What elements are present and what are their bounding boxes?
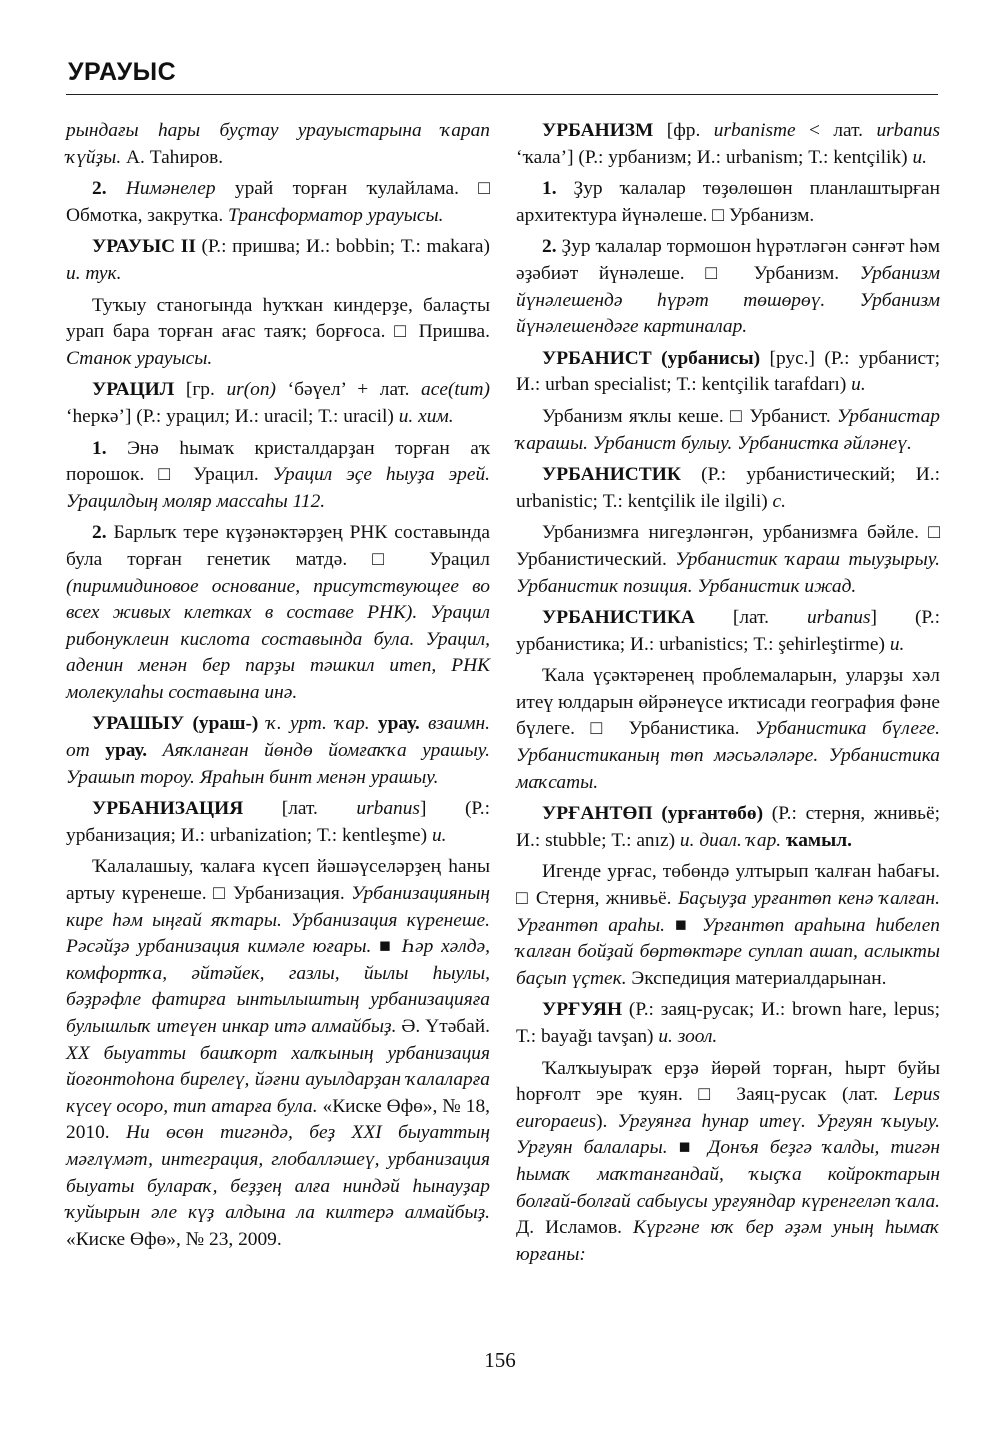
- text-segment: и.: [907, 146, 927, 168]
- text-segment: Ҙур ҡалалар төҙөлөшөн планлаштырған архитектура йүнәлеше. □ Урбанизм.: [516, 178, 940, 226]
- text-segment: и.: [884, 633, 905, 655]
- text-segment: Д. Исламов.: [516, 1217, 622, 1239]
- text-segment: взаимн. от: [66, 713, 490, 762]
- text-segment: urbanus: [863, 120, 941, 141]
- text-segment: «Киске Өфө», № 23, 2009.: [66, 1228, 282, 1250]
- dictionary-paragraph: [66, 176, 490, 229]
- text-segment: (Р.: пришва; И.: bobbin; Т.: makara): [195, 236, 490, 258]
- text-segment: Игенде урғас, төбөндә ултырып ҡалған һабағы. □ Стерня, жнивьё.: [516, 861, 940, 910]
- text-segment: и. тук.: [66, 262, 122, 284]
- text-segment: ] (Р.: урбанистика; И.: urbanistics; Т.: şehirleştirme): [516, 607, 940, 655]
- text-segment: Урғантөп араһына һибелеп ҡалған бойҙай бөртөктәре суплап ашап, аслыкты баҫып үҫтек.: [516, 914, 940, 989]
- dictionary-paragraph: [516, 801, 940, 854]
- headword: УРАШЫУ (ураш-): [92, 713, 259, 735]
- text-segment: [гр.: [174, 379, 215, 401]
- dictionary-paragraph: [66, 234, 490, 287]
- text-segment: ace(tum): [409, 379, 490, 401]
- dictionary-paragraph: [66, 854, 490, 1253]
- text-segment: ■: [665, 914, 692, 936]
- right-column: [516, 118, 940, 1273]
- text-segment: А. Таһиров.: [121, 146, 224, 168]
- dictionary-paragraph: [516, 997, 940, 1050]
- text-segment: [фр.: [653, 120, 701, 141]
- text-segment: Һәр хәлдә, комфортҡа, әйтәйек, газлы, йылы һыулы, бәҙрәфле фатирға ынтылыштың урбанизацияға булышлыҡ итеүен инкар итә алмайбыҙ.: [66, 936, 490, 1037]
- text-segment: 1.: [542, 178, 557, 200]
- headword: УРБАНИСТИК: [542, 464, 681, 486]
- text-segment: < лат.: [795, 120, 864, 141]
- text-segment: и.: [846, 374, 866, 396]
- dictionary-paragraph: [516, 520, 940, 600]
- text-segment: (пиримидиновое основание, присутствующее во всех живых клетках в составе РНК). Урацил рибонуклеин кислота составында була. Урацил, аденин менән бер парҙы тәшкил итеп, РНК молекулаһы составына инә.: [66, 575, 490, 703]
- dictionary-paragraph: [66, 293, 490, 373]
- text-segment: 2.: [92, 522, 107, 544]
- text-segment: Урбанизм яҡлы кеше. □ Урбанист.: [542, 405, 831, 427]
- text-segment: Урбанизмға нигеҙләнгән, урбанизмға бәйле. □ Урбанистический.: [516, 522, 940, 570]
- text-segment: Урбанизм йүнәлешендә һүрәт төшөрөү. Урбанизм йүнәлешендәге картиналар.: [516, 262, 940, 338]
- dictionary-paragraph: [516, 346, 940, 399]
- text-segment: Аяҡланған йөндө йомғаҡҡа урашыу. Урашып тороу. Яраһын бинт менән урашыу.: [66, 740, 490, 788]
- dictionary-paragraph: [516, 462, 940, 515]
- text-segment: ■: [667, 1137, 697, 1159]
- dictionary-paragraph: [66, 520, 490, 706]
- text-segment: Экспедиция материалдарынан.: [626, 967, 887, 989]
- text-segment: ‘бәүел’ + лат.: [276, 379, 410, 401]
- text-segment: Lepus europaeus: [516, 1084, 940, 1132]
- text-segment: ] (Р.: урбанизация; И.: urbanization; Т.: kentleşme): [66, 798, 491, 846]
- text-segment: и. хим.: [393, 405, 454, 427]
- text-segment: Баҫыуҙа урғантөп кенә ҡалған. Урғантөп араһы.: [516, 888, 940, 936]
- text-segment: ‘ҡала’] (Р.: урбанизм; И.: urbanism; Т.: kentçilik): [516, 146, 908, 168]
- text-segment: Ҡалалашыу, ҡалаға күсеп йәшәүселәрҙең һаны артыу күренеше. □ Урбанизация.: [66, 856, 490, 905]
- text-segment: Туҡыу станогында һуҡҡан киндерҙе, балаҫты урап бара торған ағас таяҡ; борғоса. □ Пришва.: [66, 294, 490, 343]
- dictionary-paragraph: [516, 176, 940, 229]
- text-segment: Трансформатор урауысы.: [223, 204, 444, 226]
- text-segment: Донъя беҙгә ҡалды, тигән һымаҡ маҡтанғандай, ҡыҫҡа койроктарын болғай-болғай сабыусы урғуяндар күренгеләп ҡала.: [516, 1137, 940, 1212]
- dictionary-paragraph: [66, 118, 490, 171]
- text-segment: Урбанистик ҡараш тыуҙырыу. Урбанистик позиция. Урбанистик ижад.: [516, 548, 940, 597]
- dictionary-paragraph: [516, 1056, 940, 1269]
- page-number: 156: [484, 1348, 516, 1372]
- dictionary-paragraph: [66, 377, 490, 430]
- left-column: [66, 118, 490, 1258]
- header-rule: [66, 94, 938, 95]
- text-segment: Ҙур ҡалалар тормошон һүрәтләгән сәнғәт һәм әҙәбиәт йүнәлеше. □ Урбанизм.: [516, 236, 940, 284]
- text-segment: урай торған ҡулайлама. □ Обмотка, закрутка.: [66, 178, 490, 226]
- text-segment: Энә һымаҡ кристалдарҙан торған аҡ порошок. □ Урацил.: [66, 437, 490, 486]
- text-segment: с.: [767, 490, 787, 512]
- dictionary-paragraph: [516, 859, 940, 992]
- text-segment: ).: [596, 1110, 608, 1132]
- text-segment: ur(on): [214, 379, 276, 401]
- dictionary-paragraph: [516, 404, 940, 457]
- dictionary-paragraph: [66, 436, 490, 516]
- text-segment: (Р.: заяц-русак; И.: brown hare, lepus; Т.: bayağı tavşan): [516, 999, 940, 1047]
- text-segment: urbanisme: [700, 120, 796, 141]
- headword: УРАЦИЛ: [92, 379, 175, 401]
- text-segment: Ә. Үтәбай.: [396, 1016, 490, 1037]
- text-segment: Урацил эҫе һыуҙа эрей. Урацилдың моляр массаһы 112.: [66, 464, 490, 512]
- text-segment: Барлыҡ тере күҙәнәктәрҙең РНК составында була торған генетик матдә. □ Урацил: [66, 522, 490, 570]
- text-segment: Урбанистика бүлеге. Урбанистиканың төп мәсьәләләре. Урбанистика маҡсаты.: [516, 718, 941, 793]
- dictionary-paragraph: [516, 605, 940, 658]
- text-segment: и. диал. ҡар.: [675, 829, 782, 851]
- text-segment: [рус.] (Р.: урбанист; И.: urban specialist; Т.: kentçilik tarafdarı): [516, 347, 941, 396]
- text-segment: рындағы һары буҫтау урауыстарына ҡарап ҡүйҙы.: [66, 120, 490, 168]
- text-segment: urbanus: [317, 798, 420, 820]
- text-segment: Нимәнелер: [106, 178, 216, 200]
- text-segment: «Киске Өфө», № 18, 2010.: [66, 1095, 491, 1144]
- headword: УРБАНИЗМ: [542, 120, 654, 141]
- text-segment: [лат.: [694, 607, 769, 629]
- text-segment: Урғуянға һунар итеү. Урғуян ҡыуыу. Урғуян балалары.: [516, 1110, 940, 1159]
- text-segment: Станок урауысы.: [66, 347, 213, 369]
- text-segment: XX быуатты башҡорт халҡының урбанизация йоғонтоһона бирелеү, йәғни ауылдарҙан ҡалаларға күсеү осоро, тип атарға була.: [66, 1042, 490, 1117]
- text-segment: Ҡала үҫәктәренең проблемаларын, уларҙы хәл итеү юлдарын өйрәнеүсе иҡтисади география фәне бүлеге. □ Урбанистика.: [516, 665, 940, 740]
- text-segment: и. зоол.: [653, 1026, 718, 1047]
- text-segment: Ҡалҡыуыраҡ ерҙә йөрөй торған, һырт буйы һорғолт эре ҡуян. □ Заяц-русак (лат.: [516, 1057, 940, 1106]
- text-segment: ҡ. урт. ҡар.: [258, 713, 370, 735]
- text-segment: Ни өсөн тигәндә, беҙ XXI быуаттың мәғлүмәт, интеграция, глобалләшеү, урбанизация быуаты булараҡ, беҙҙең алға ниндәй һынауҙар ҡуйырын әле күҙ алдына ла килтерә алмайбыҙ.: [66, 1122, 490, 1224]
- dictionary-paragraph: [516, 234, 940, 340]
- text-segment: Урбанистар ҡарашы. Урбанист булыу. Урбанистка әйләнеү.: [516, 405, 940, 454]
- text-segment: (Р.: урбанистический; И.: urbanistic; Т.: kentçilik ile ilgili): [516, 464, 940, 512]
- dictionary-paragraph: [66, 711, 490, 791]
- headword: УРҒАНТӨП (урғантөбө): [542, 803, 764, 825]
- text-segment: Урбанизацияның кире һәм ыңғай яҡтары. Урбанизация күренеше. Рәсәйҙә урбанизация кимәле юғары.: [66, 883, 490, 958]
- dictionary-paragraph: [66, 796, 490, 849]
- text-segment: и.: [427, 824, 447, 846]
- headword: УРҒУЯН: [542, 999, 623, 1021]
- dictionary-paragraph: [516, 663, 940, 796]
- text-segment: 2.: [92, 178, 107, 200]
- headword: УРБАНИСТИКА: [542, 607, 695, 629]
- headword: УРАУЫС II: [92, 236, 196, 258]
- text-segment: urbanus: [768, 607, 871, 629]
- text-segment: урау.: [369, 713, 420, 735]
- text-segment: ‘һеркә’] (Р.: урацил; И.: uracil; Т.: uracil): [66, 405, 394, 427]
- headword: УРБАНИЗАЦИЯ: [92, 798, 244, 820]
- text-segment: (Р.: стерня, жнивьё; И.: stubble; Т.: anız): [516, 803, 941, 851]
- text-segment: урау.: [89, 740, 148, 762]
- text-segment: [лат.: [243, 798, 318, 820]
- text-segment: Күргәне юҡ бер әҙәм уның һымаҡ юрғаны:: [516, 1217, 940, 1265]
- text-segment: ҡамыл.: [781, 829, 852, 851]
- headword: УРБАНИСТ (урбанисы): [542, 347, 761, 369]
- running-head: УРАУЫС: [68, 58, 177, 86]
- dictionary-paragraph: [516, 118, 940, 171]
- text-segment: 2.: [542, 236, 557, 258]
- text-segment: 1.: [92, 437, 107, 459]
- text-segment: ■: [371, 936, 394, 958]
